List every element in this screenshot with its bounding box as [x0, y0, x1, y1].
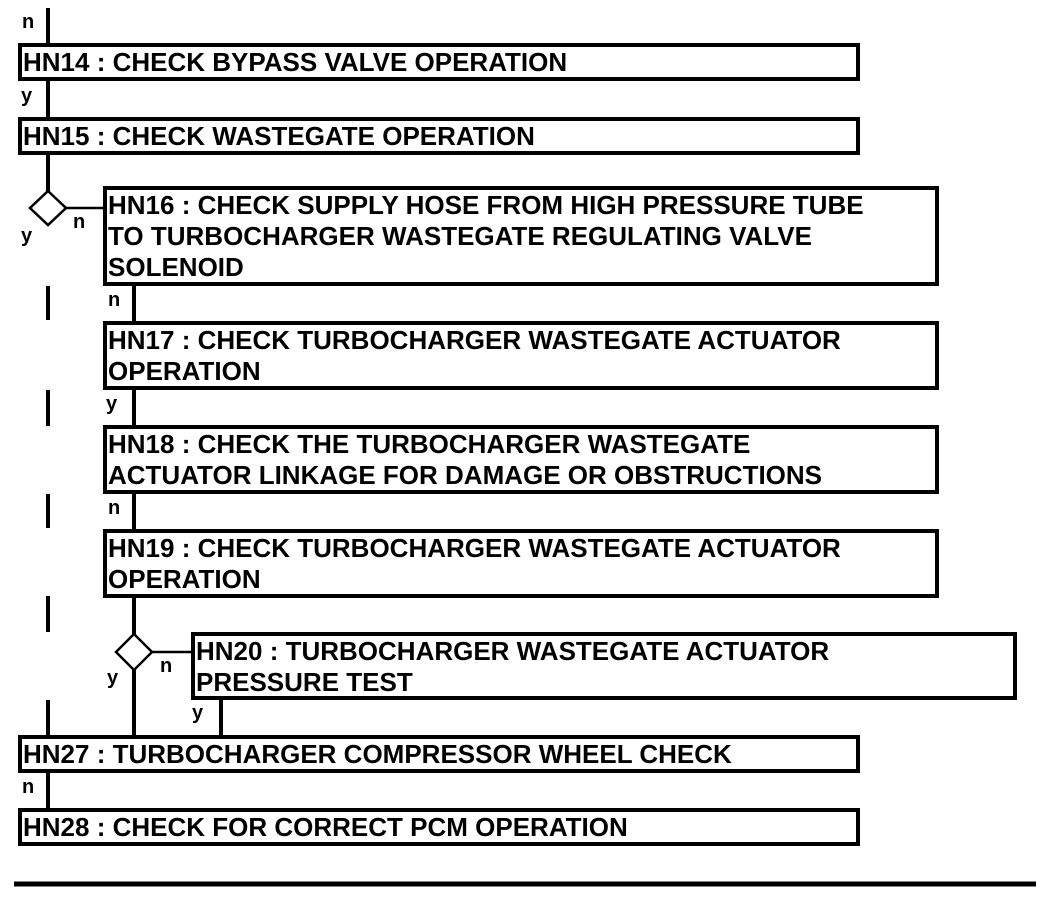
decision-diamond-2: [116, 634, 152, 670]
step-line: OPERATION: [108, 356, 261, 386]
step-line: HN17 : CHECK TURBOCHARGER WASTEGATE ACTUATOR: [108, 325, 841, 355]
step-line: HN27 : TURBOCHARGER COMPRESSOR WHEEL CHECK: [23, 739, 732, 769]
step-line: SOLENOID: [108, 252, 244, 282]
label-decision1-yes: y: [21, 225, 33, 247]
step-hn16: [103, 186, 939, 286]
step-hn20: [191, 632, 1017, 700]
step-line: HN19 : CHECK TURBOCHARGER WASTEGATE ACTUATOR: [108, 533, 841, 563]
label-hn14-to-hn15: y: [21, 85, 33, 107]
step-hn28: [18, 808, 860, 846]
step-hn27: [18, 735, 860, 773]
step-line: ACTUATOR LINKAGE FOR DAMAGE OR OBSTRUCTIONS: [108, 460, 823, 490]
label-hn27-to-hn28: n: [22, 776, 35, 798]
label-hn16-to-hn17: n: [108, 289, 121, 311]
label-decision1-no: n: [73, 211, 86, 233]
step-line: PRESSURE TEST: [196, 667, 413, 697]
step-hn15: [18, 117, 860, 155]
step-hn17: [103, 321, 939, 390]
step-line: HN14 : CHECK BYPASS VALVE OPERATION: [23, 47, 568, 77]
step-line: HN18 : CHECK THE TURBOCHARGER WASTEGATE: [108, 429, 751, 459]
label-hn18-to-hn19: n: [108, 497, 121, 519]
decision-diamond-1: [30, 191, 66, 225]
step-hn18: [103, 425, 939, 494]
step-line: HN16 : CHECK SUPPLY HOSE FROM HIGH PRESSURE TUBE: [108, 190, 864, 220]
step-line: HN15 : CHECK WASTEGATE OPERATION: [23, 121, 535, 151]
label-decision2-no: n: [160, 655, 173, 677]
label-top-entry: n: [22, 11, 35, 33]
step-hn19: [103, 529, 939, 598]
label-hn17-to-hn18: y: [106, 393, 118, 415]
label-decision2-yes: y: [107, 667, 119, 689]
label-hn20-to-hn27: y: [192, 702, 204, 724]
step-line: HN20 : TURBOCHARGER WASTEGATE ACTUATOR: [196, 636, 830, 666]
step-line: HN28 : CHECK FOR CORRECT PCM OPERATION: [23, 812, 628, 842]
step-line: TO TURBOCHARGER WASTEGATE REGULATING VALVE: [108, 221, 812, 251]
step-hn14: [18, 43, 860, 81]
step-line: OPERATION: [108, 564, 261, 594]
